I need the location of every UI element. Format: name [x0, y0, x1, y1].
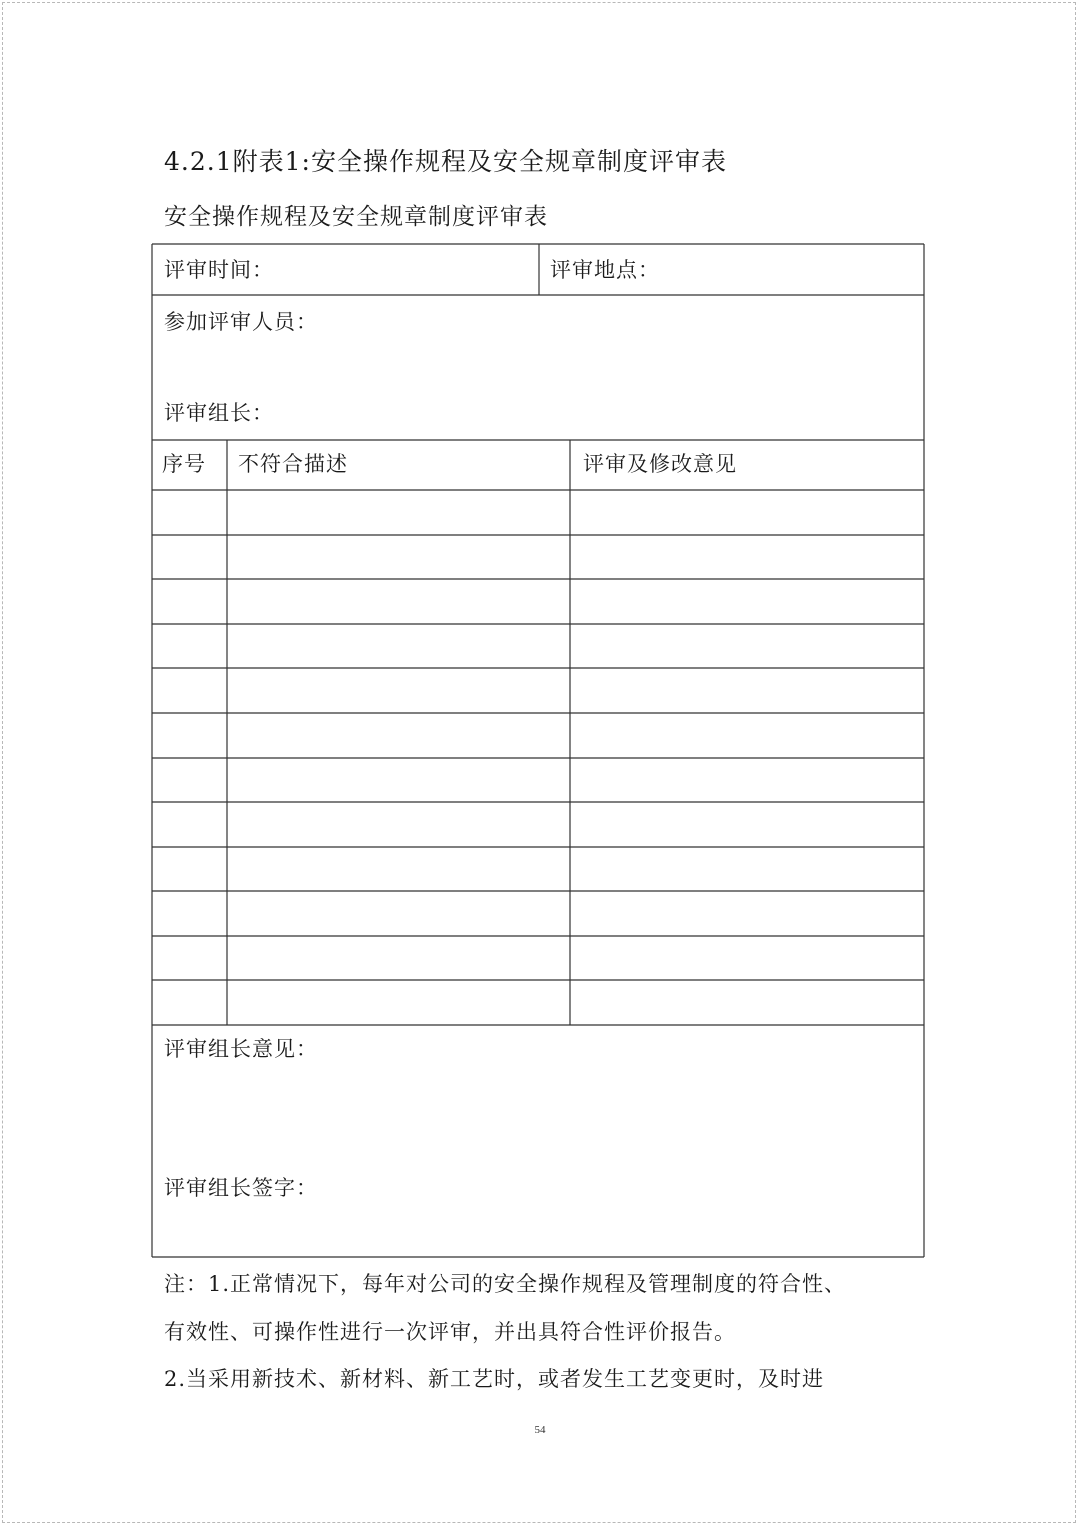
table-title: 安全操作规程及安全规章制度评审表	[164, 204, 548, 230]
note-line-2: 有效性、可操作性进行一次评审，并出具符合性评价报告。	[164, 1320, 736, 1344]
column-header-review-comments: 评审及修改意见	[583, 452, 737, 476]
participants-label: 参加评审人员：	[164, 310, 318, 334]
review-time-label: 评审时间：	[164, 258, 274, 282]
section-heading: 4.2.1附表1:安全操作规程及安全规章制度评审表	[164, 147, 727, 176]
note-line-3: 2.当采用新技术、新材料、新工艺时，或者发生工艺变更时，及时进	[164, 1367, 825, 1391]
leader-opinion-label: 评审组长意见：	[164, 1037, 318, 1061]
review-location-label: 评审地点：	[550, 258, 660, 282]
team-leader-label: 评审组长：	[164, 401, 274, 425]
page-number: 54	[534, 1424, 546, 1436]
note-line-1: 注：1.正常情况下，每年对公司的安全操作规程及管理制度的符合性、	[164, 1272, 847, 1296]
column-header-serial: 序号	[162, 452, 206, 476]
column-header-nonconformity: 不符合描述	[238, 452, 348, 476]
leader-signature-label: 评审组长签字：	[164, 1176, 318, 1200]
